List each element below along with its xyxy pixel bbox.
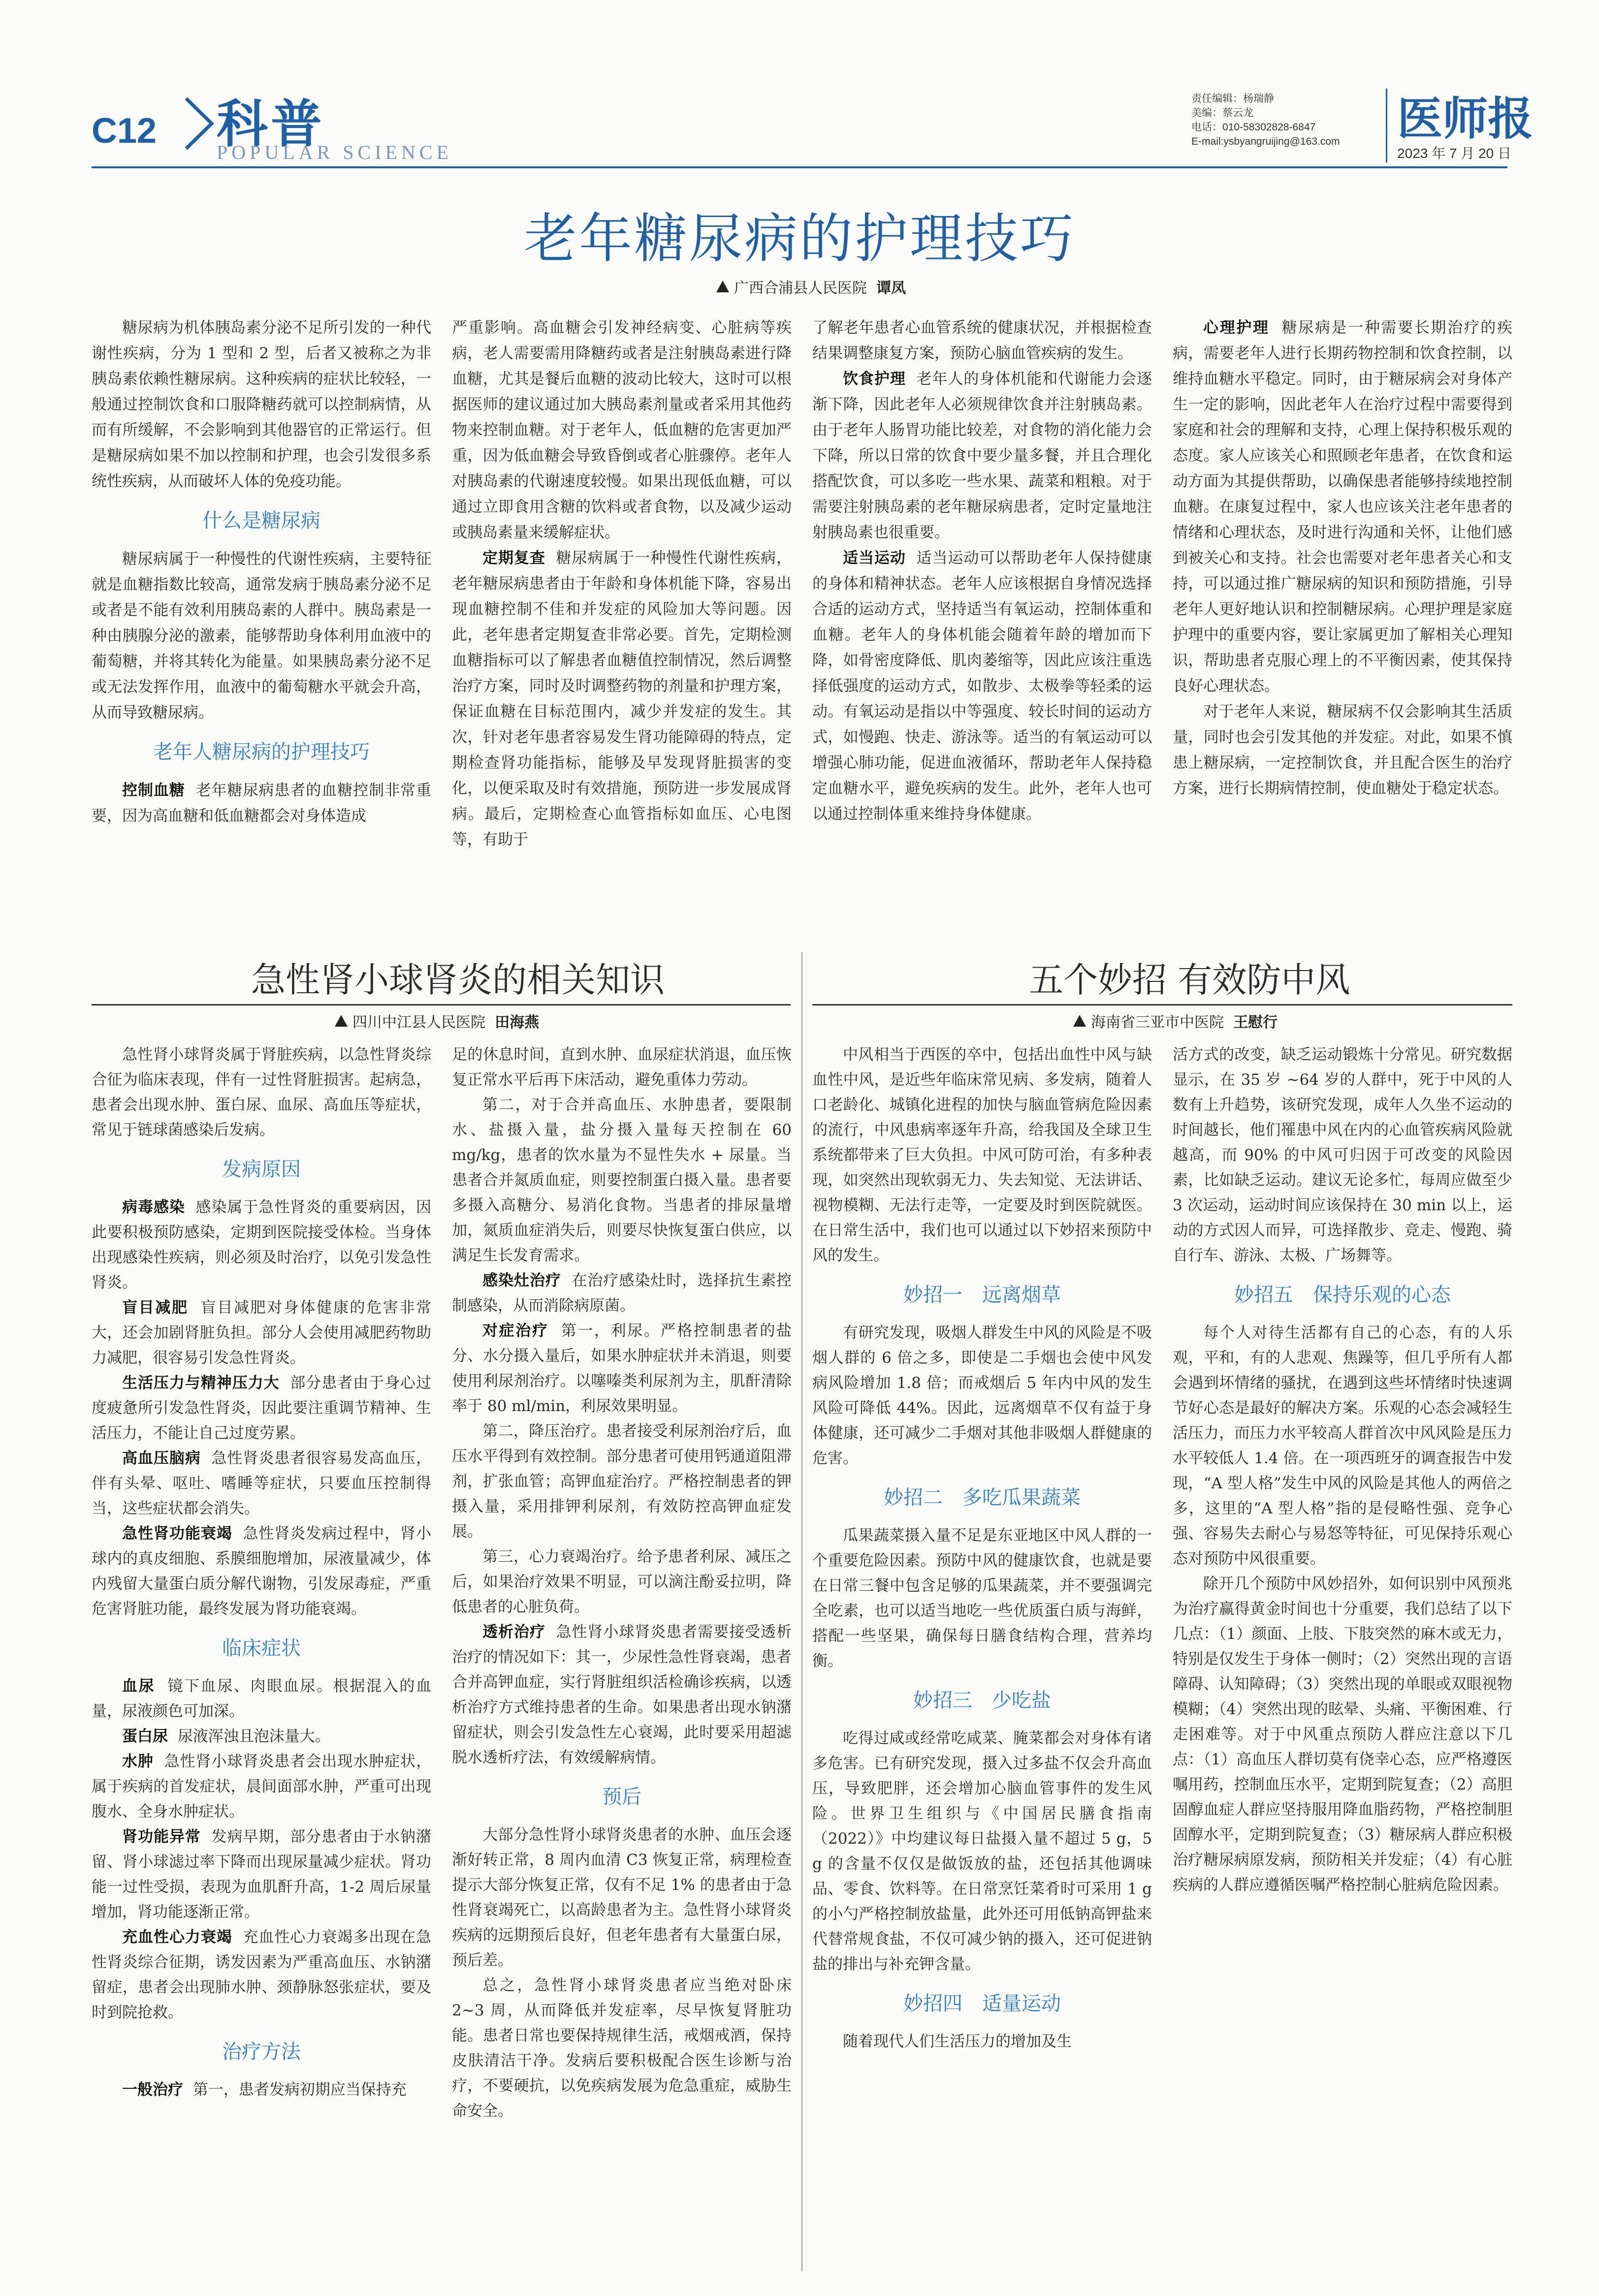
subheading: 发病原因 bbox=[222, 1158, 301, 1181]
paragraph: 中风相当于西医的卒中，包括出血性中风与缺血性中风，是近些年临床常见病、多发病，随着人口老龄化、城镇化进程的加快与脑血管病危险因素的流行，中风患病率逐年升高，给我国及全球卫生系统都带来了巨大负担。中风可防可治，有多种表现，如突然出现软弱无力、失去知觉、无法讲话、视物模糊、无法行走等，一定要及时到医院就医。在日常生活中，我们也可以通过以下妙招来预防中风的发生。 bbox=[812, 1046, 1152, 1264]
paragraph: 大部分急性肾小球肾炎患者的水肿、血压会逐渐好转正常，8 周内血清 C3 恢复正常，病理检查提示大部分恢复正常，仅有不足 1% 的患者由于急性肾衰竭死亡，以高龄患者为主。急性肾小球肾炎疾病的远期预后良好，但老年患者有大量蛋白尿，预后差。 bbox=[452, 1826, 792, 1969]
paragraph: 了解老年患者心血管系统的健康状况，并根据检查结果调整康复方案，预防心脑血管疾病的发生。 bbox=[812, 319, 1152, 362]
article3-column-1 bbox=[812, 1042, 1152, 2054]
byline-author: 田海燕 bbox=[495, 1014, 540, 1031]
article3-byline bbox=[1073, 1010, 1278, 1032]
keyword: 蛋白尿 bbox=[122, 1728, 168, 1745]
logo-divider bbox=[1386, 89, 1387, 162]
keyword: 盲目减肥 bbox=[122, 1299, 189, 1317]
keyword: 病毒感染 bbox=[122, 1198, 185, 1216]
article1-column-3 bbox=[812, 315, 1152, 827]
keyword: 血尿 bbox=[122, 1677, 156, 1695]
paragraph: 活方式的改变，缺乏运动锻炼十分常见。研究数据显示，在 35 岁 ~64 岁的人群中，死于中风的人数有上升趋势，该研究发现，成年人久坐不运动的时间越长，他们罹患中风在内的心血管疾病风险就越高，而 90% 的中风可归因于可改变的风险因素，比如缺乏运动。建议无论多忙，每周应做至少 3 次运动，运动时间应该保持在 30 min 以上，运动的方式因人而异，可选择散步、竞走、慢跑、骑自行车、游泳、太极、广场舞等。 bbox=[1173, 1046, 1512, 1264]
paragraph bbox=[92, 2077, 431, 2103]
keyword: 定期复查 bbox=[482, 549, 545, 567]
keyword: 急性肾功能衰竭 bbox=[122, 1525, 232, 1542]
paragraph: 对于老年人来说，糖尿病不仅会影响其生活质量，同时也会引发其他的并发症。对此，如果不慎患上糖尿病，一定控制饮食，并且配合医生的治疗方案，进行长期病情控制，使血糖处于稳定状态。 bbox=[1173, 703, 1512, 797]
paragraph: 总之，急性肾小球肾炎患者应当绝对卧床 2~3 周，从而降低并发症率，尽早恢复肾脏功能。患者日常也要保持规律生活，戒烟戒酒，保持皮肤清洁干净。发病后要积极配合医生诊断与治疗，不要硬抗，以免疾病发展为危急重症，威胁生命安全。 bbox=[452, 1977, 792, 2120]
paragraph-text: 急性肾小球肾炎患者会出现水肿症状，属于疾病的首发症状，晨间面部水肿，严重可出现腹水、全身水肿症状。 bbox=[92, 1753, 432, 1821]
article1-column-2 bbox=[452, 315, 792, 852]
paragraph: 吃得过咸或经常吃咸菜、腌菜都会对身体有诸多危害。已有研究发现，摄入过多盐不仅会升高血压，导致肥胖，还会增加心脑血管事件的发生风险。世界卫生组织与《中国居民膳食指南（2022）》中均建议每日盐摄入量不超过 5 g，5 g 的含量不仅仅是做饭放的盐，还包括其他调味品、零食、饮料等。在日常烹饪菜肴时可采用 1 g 的小勺严格控制放盐量，此外还可用低钠高钾盐来代替常规食盐，不仅可减少钠的摄入，还可促进钠盐的排出与补充钾含量。 bbox=[812, 1730, 1152, 1973]
email-line: E-mail:ysbyangruijing@163.com bbox=[1191, 136, 1340, 147]
subheading: 治疗方法 bbox=[222, 2041, 301, 2063]
phone-line: 电话：010-58302828-6847 bbox=[1191, 122, 1316, 133]
keyword: 充血性心力衰竭 bbox=[122, 1928, 232, 1946]
paragraph: 第二，对于合并高血压、水肿患者，要限制水、盐摄入量，盐分摄入量每天控制在 60 mg/kg，患者的饮水量为不显性失水 + 尿量。当患者合并氮质血症，则要控制蛋白摄入量。患者要多摄入高糖分、易消化食物。当患者的排尿量增加，氮质血症消失后，则要尽快恢复蛋白供应，以满足生长发育需求。 bbox=[452, 1096, 792, 1264]
keyword: 水肿 bbox=[122, 1753, 154, 1770]
article3-title: 五个妙招 有效防中风 bbox=[1029, 960, 1350, 1000]
paragraph-text: 盲目减肥对身体健康的危害非常大，还会加剧肾脏负担。部分人会使用减肥药物助力减肥，很容易引发急性肾炎。 bbox=[92, 1299, 432, 1367]
keyword: 透析治疗 bbox=[482, 1623, 545, 1641]
paragraph: 有研究发现，吸烟人群发生中风的风险是不吸烟人群的 6 倍之多，即使是二手烟也会使中风发病风险增加 1.8 倍；而戒烟后 5 年内中风的发生风险可降低 44%。因此，远离烟草不仅有益于身体健康，还可减少二手烟对其他非吸烟人群健康的危害。 bbox=[812, 1324, 1152, 1467]
article2-column-1 bbox=[92, 1042, 431, 2103]
designer-line: 美编：蔡云龙 bbox=[1191, 107, 1253, 119]
byline-org: 广西合浦县人民医院 bbox=[734, 280, 867, 297]
subheading: 老年人糖尿病的护理技巧 bbox=[153, 741, 370, 763]
section-title: 科普 bbox=[217, 94, 325, 154]
page-number: C12 bbox=[92, 111, 157, 151]
keyword: 心理护理 bbox=[1203, 319, 1270, 337]
paragraph-text: 糖尿病属于一种慢性代谢性疾病，老年糖尿病患者由于年龄和身体机能下降，容易出现血糖控制不佳和并发症的风险加大等问题。因此，老年患者定期复查非常必要。首先，定期检测血糖指标可以了解患者血糖值控制情况，然后调整治疗方案，同时及时调整药物的剂量和护理方案，保证血糖在目标范围内，减少并发症的发生。其次，针对老年患者容易发生肾功能障碍的特点，定期检查肾功能指标，能够及早发现肾脏损害的变化，以便采取及时有效措施，预防进一步发展成肾病。最后，定期检查心血管指标如血压、心电图等，有助于 bbox=[452, 549, 792, 849]
paragraph-text: 糖尿病是一种需要长期治疗的疾病，需要老年人进行长期药物控制和饮食控制，以维持血糖水平稳定。同时，由于糖尿病会对身体产生一定的影响，因此老年人在治疗过程中需要得到家庭和社会的理解和支持，心理上保持积极乐观的态度。家人应该关心和照顾老年患者，在饮食和运动方面为其提供帮助，以确保患者能够持续地控制血糖。在康复过程中，家人也应该关注老年患者的情绪和心理状态，及时进行沟通和关怀，让他们感到被关心和支持。社会也需要对老年患者关心和支持，可以通过推广糖尿病的知识和预防措施，引导老年人更好地认识和控制糖尿病。心理护理是家庭护理中的重要内容，要让家属更加了解相关心理知识，帮助患者克服心理上的不平衡因素，使其保持良好心理状态。 bbox=[1173, 319, 1513, 695]
paragraph-text: 发病早期，部分患者由于水钠潴留、肾小球滤过率下降而出现尿量减少症状。肾功能一过性受损，表现为血肌酐升高，1-2 周后尿量增加，肾功能逐渐正常。 bbox=[92, 1828, 432, 1921]
paragraph-text: 部分患者由于身心过度疲惫所引发急性肾炎，因此要注重调节精神、生活压力，不能让自己过度劳累。 bbox=[92, 1374, 431, 1442]
paragraph: 第二，降压治疗。患者接受利尿剂治疗后，血压水平得到有效控制。部分患者可使用钙通道阻滞剂，扩张血管；高钾血症治疗。严格控制患者的钾摄入量，采用排钾利尿剂，有效防控高钾血症发展。 bbox=[452, 1422, 792, 1541]
paragraph bbox=[812, 366, 1152, 545]
subheading: 妙招五 保持乐观的心态 bbox=[1234, 1284, 1451, 1306]
paragraph bbox=[92, 1724, 431, 1749]
paragraph bbox=[92, 1295, 431, 1371]
paragraph: 糖尿病属于一种慢性的代谢性疾病，主要特征就是血糖指数比较高，通常发病于胰岛素分泌不足或者是不能有效利用胰岛素的人群中。胰岛素是一种由胰腺分泌的激素，能够帮助身体利用血液中的葡萄糖，并将其转化为能量。如果胰岛素分泌不足或无法发挥作用，血液中的葡萄糖水平就会升高，从而导致糖尿病。 bbox=[92, 550, 431, 722]
chevron-right-icon bbox=[183, 96, 215, 151]
byline-author: 王慰行 bbox=[1233, 1014, 1278, 1031]
paragraph bbox=[92, 778, 431, 829]
paragraph-text: 感染属于急性肾炎的重要病因，因此要积极预防感染，定期到医院接受体检。当身体出现感染性疾病，则必须及时治疗，以免引发急性肾炎。 bbox=[92, 1198, 431, 1291]
masthead-rule bbox=[92, 166, 1507, 168]
article2-byline bbox=[335, 1010, 539, 1032]
paragraph: 每个人对待生活都有自己的心态，有的人乐观，平和，有的人悲观、焦躁等，但几乎所有人都会遇到坏情绪的骚扰，在遇到这些坏情绪时快速调节好心态是最好的解决方案。乐观的心态会减轻生活压力，而压力水平较高人群首次中风风险是压力水平较低人 1.4 倍。在一项西班牙的调查报告中发现，“A 型人格”发生中风的风险是其他人的两倍之多，这里的“A 型人格”指的是侵略性强、竞争心强、容易失去耐心与易怒等特征，可见保持乐观心态对预防中风很重要。 bbox=[1173, 1324, 1512, 1568]
triangle-icon bbox=[1073, 1015, 1086, 1027]
keyword: 控制血糖 bbox=[122, 782, 185, 799]
byline-org: 四川中江县人民医院 bbox=[352, 1014, 485, 1031]
subheading: 妙招一 远离烟草 bbox=[903, 1284, 1061, 1306]
paragraph bbox=[452, 545, 792, 852]
paragraph bbox=[92, 1674, 431, 1724]
paper-logo: 医师报 bbox=[1397, 92, 1534, 145]
article3-rule bbox=[812, 1004, 1512, 1006]
keyword: 生活压力与精神压力大 bbox=[122, 1374, 280, 1392]
subheading: 妙招二 多吃瓜果蔬菜 bbox=[884, 1486, 1081, 1509]
paragraph-text: 尿液浑浊且泡沫量大。 bbox=[177, 1728, 330, 1745]
keyword: 饮食护理 bbox=[843, 370, 906, 388]
article1-title: 老年糖尿病的护理技巧 bbox=[523, 208, 1075, 270]
paragraph-text: 第一，患者发病初期应当保持充 bbox=[192, 2081, 407, 2099]
keyword: 对症治疗 bbox=[482, 1322, 549, 1340]
paragraph: 急性肾小球肾炎属于肾脏疾病，以急性肾炎综合征为临床表现，伴有一过性肾脏损害。起病急，患者会出现水肿、蛋白尿、血尿、高血压等症状，常见于链球菌感染后发病。 bbox=[92, 1046, 431, 1139]
editor-info bbox=[1191, 92, 1378, 149]
paragraph: 严重影响。高血糖会引发神经病变、心脏病等疾病，老人需要需用降糖药或者是注射胰岛素进行降血糖，尤其是餐后血糖的波动比较大，这时可以根据医师的建议通过加大胰岛素剂量或者采用其他药物来控制血糖。对于老年人，低血糖的危害更加严重，因为低血糖会导致昏倒或者心脏骤停。老年人对胰岛素的代谢速度较慢。如果出现低血糖，可以通过立即食用含糖的饮料或者食物，以及减少运动或胰岛素量来缓解症状。 bbox=[452, 319, 792, 541]
subheading: 临床症状 bbox=[222, 1637, 301, 1660]
byline-org: 海南省三亚市中医院 bbox=[1091, 1014, 1224, 1031]
article2-title: 急性肾小球肾炎的相关知识 bbox=[251, 960, 665, 1000]
paragraph: 第三，心力衰竭治疗。给予患者利尿、减压之后，如果治疗效果不明显，可以滴注酚妥拉明，降低患者的心脏负荷。 bbox=[452, 1548, 792, 1616]
article3-column-2 bbox=[1173, 1042, 1512, 1898]
paragraph-text: 老年糖尿病患者的血糖控制非常重要，因为高血糖和低血糖都会对身体造成 bbox=[92, 782, 431, 825]
paragraph bbox=[812, 545, 1152, 827]
keyword: 适当运动 bbox=[843, 549, 906, 567]
paragraph: 随着现代人们生活压力的增加及生 bbox=[843, 2033, 1072, 2050]
paragraph-text: 第一，利尿。严格控制患者的盐分、水分摄入量后，如果水肿症状并未消退，则要使用利尿剂治疗。以噻嗪类利尿剂为主，肌酐清除率于 80 ml/min，利尿效果明显。 bbox=[452, 1322, 792, 1415]
paragraph bbox=[92, 1195, 431, 1295]
paragraph-text: 镜下血尿、肉眼血尿。根据混入的血量，尿液颜色可加深。 bbox=[92, 1677, 432, 1720]
keyword: 感染灶治疗 bbox=[482, 1272, 561, 1290]
paragraph-text: 老年人的身体机能和代谢能力会逐渐下降，因此老年人必须规律饮食并注射胰岛素。由于老年人肠胃功能比较差，对食物的消化能力会下降，所以日常的饮食中要少量多餐，并且合理化搭配饮食，可以多吃一些水果、蔬菜和粗粮。对于需要注射胰岛素的老年糖尿病患者，定时定量地注射胰岛素也很重要。 bbox=[812, 370, 1152, 541]
paragraph bbox=[452, 1268, 792, 1319]
keyword: 肾功能异常 bbox=[122, 1828, 201, 1846]
paragraph bbox=[92, 1446, 431, 1521]
keyword: 一般治疗 bbox=[122, 2081, 183, 2099]
byline-author: 谭凤 bbox=[876, 280, 906, 297]
article1-column-1 bbox=[92, 315, 431, 829]
article1-column-4 bbox=[1173, 315, 1512, 801]
issue-date: 2023 年 7 月 20 日 bbox=[1397, 146, 1511, 161]
paragraph bbox=[92, 1521, 431, 1622]
paragraph-text: 适当运动可以帮助老年人保持健康的身体和精神状态。老年人应该根据自身情况选择合适的运动方式，坚持适当有氧运动，控制体重和血糖。老年人的身体机能会随着年龄的增加而下降，如骨密度降低、肌肉萎缩等，因此应该注重选择低强度的运动方式，如散步、太极拳等轻柔的运动。有氧运动是指以中等强度、较长时间的运动方式，如慢跑、快走、游泳等。适当的有氧运动可以增强心肺功能，促进血液循环，帮助老年人保持稳定血糖水平，避免疾病的发生。此外，老年人也可以通过控制体重来维持身体健康。 bbox=[812, 549, 1152, 823]
paragraph: 瓜果蔬菜摄入量不足是东亚地区中风人群的一个重要危险因素。预防中风的健康饮食，也就是要在日常三餐中包含足够的瓜果蔬菜，并不要强调完全吃素，也可以适当地吃一些优质蛋白质与海鲜，搭配一些坚果，确保每日膳食结构合理，营养均衡。 bbox=[812, 1527, 1152, 1670]
triangle-icon bbox=[716, 281, 729, 292]
subheading: 妙招三 少吃盐 bbox=[913, 1689, 1051, 1712]
paragraph-text: 急性肾炎发病过程中，肾小球内的真皮细胞、系膜细胞增加，尿液量减少，体内残留大量蛋白质分解代谢物，引发尿毒症，严重危害肾脏功能，最终发展为肾功能衰竭。 bbox=[92, 1525, 431, 1618]
paragraph bbox=[452, 1620, 792, 1770]
paragraph: 除开几个预防中风妙招外，如何识别中风预兆为治疗赢得黄金时间也十分重要，我们总结了以下几点：（1）颜面、上肢、下肢突然的麻木或无力，特别是仅发生于身体一侧时；（2）突然出现的言语障碍、认知障碍；（3）突然出现的单眼或双眼视物模糊；（4）突然出现的眩晕、头痛、平衡困难、行走困难等。对于中风重点预防人群应注意以下几点：（1）高血压人群切莫有侥幸心态，应严格遵医嘱用药，控制血压水平，定期到院复查；（2）高胆固醇血症人群应坚持服用降血脂药物，严格控制胆固醇水平，定期到院复查；（3）糖尿病人群应积极治疗糖尿病原发病，预防相关并发症；（4）有心脏疾病的人群应遵循医嘱严格控制心脏病危险因素。 bbox=[1173, 1575, 1512, 1894]
paragraph bbox=[92, 1371, 431, 1446]
paragraph bbox=[92, 1824, 431, 1925]
triangle-icon bbox=[335, 1015, 348, 1027]
paragraph-text: 充血性心力衰竭多出现在急性肾炎综合征期，诱发因素为严重高血压、水钠潴留症，患者会出现肺水肿、颈静脉怒张症状，要及时到院抢救。 bbox=[92, 1928, 431, 2021]
paragraph-text: 在治疗感染灶时，选择抗生素控制感染，从而消除病原菌。 bbox=[452, 1272, 792, 1315]
paragraph: 足的休息时间，直到水肿、血尿症状消退，血压恢复正常水平后再下床活动，避免重体力劳动。 bbox=[452, 1046, 792, 1089]
article1-byline bbox=[716, 276, 906, 297]
article2-column-2 bbox=[452, 1042, 792, 2124]
column-divider bbox=[801, 952, 802, 2271]
subheading: 什么是糖尿病 bbox=[202, 509, 320, 532]
paragraph bbox=[92, 1749, 431, 1824]
subheading: 妙招四 适量运动 bbox=[903, 1992, 1061, 2015]
paragraph: 糖尿病为机体胰岛素分泌不足所引发的一种代谢性疾病，分为 1 型和 2 型，后者又被称之为非胰岛素依赖性糖尿病。这种疾病的症状比较轻，一般通过控制饮食和口服降糖药就可以控制病情，从而有所缓解，不会影响到其他器官的正常运行。但是糖尿病如果不加以控制和护理，也会引发很多系统性疾病，从而破坏人体的免疫功能。 bbox=[92, 319, 431, 490]
section-subtitle: POPULAR SCIENCE bbox=[217, 141, 452, 163]
paragraph bbox=[452, 1319, 792, 1419]
paragraph-text: 急性肾炎患者很容易发高血压，伴有头晕、呕吐、嗜睡等症状，只要血压控制得当，这些症状都会消失。 bbox=[92, 1449, 432, 1517]
editor-line: 责任编辑：杨瑞静 bbox=[1191, 93, 1274, 104]
keyword: 高血压脑病 bbox=[122, 1449, 201, 1467]
subheading: 预后 bbox=[602, 1786, 641, 1808]
paragraph bbox=[92, 1925, 431, 2025]
article2-rule bbox=[92, 1004, 791, 1006]
paragraph-text: 急性肾小球肾炎患者需要接受透析治疗的情况如下：其一，少尿性急性肾衰竭，患者合并高钾血症，实行肾脏组织活检确诊疾病，以透析治疗方式维持患者的生命。如果患者出现水钠潴留症状，则会引发急性左心衰竭，此时要采用超滤脱水透析疗法，有效缓解病情。 bbox=[452, 1623, 792, 1766]
paragraph bbox=[1173, 315, 1512, 699]
